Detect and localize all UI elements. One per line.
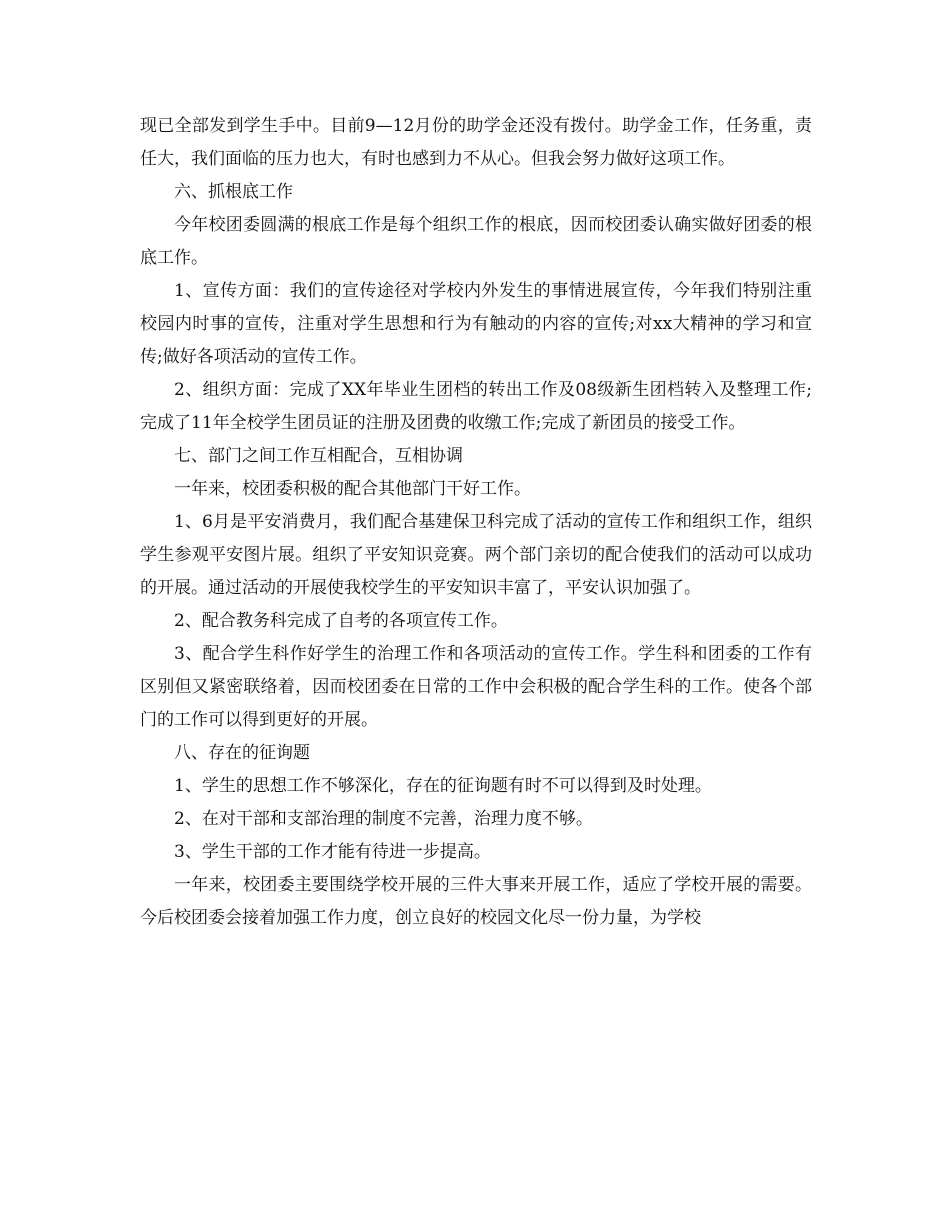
- paragraph-4: 2、组织方面：完成了XX年毕业生团档的转出工作及08级新生团档转入及整理工作;完成了11年全校学生团员证的注册及团费的收缴工作;完成了新团员的接受工作。: [140, 380, 812, 433]
- paragraph-1: 现已全部发到学生手中。目前9—12月份的助学金还没有拨付。助学金工作，任务重，责任大，我们面临的压力也大，有时也感到力不从心。但我会努力做好这项工作。: [140, 116, 812, 169]
- paragraph-8: 3、配合学生科作好学生的治理工作和各项活动的宣传工作。学生科和团委的工作有区别但又紧密联络着，因而校团委在日常的工作中会积极的配合学生科的工作。使各个部门的工作可以得到更好的开展。: [140, 644, 812, 730]
- section-heading-6: 六、抓根底工作: [174, 182, 293, 202]
- paragraph-10: 2、在对干部和支部治理的制度不完善，治理力度不够。: [174, 809, 593, 829]
- document-body: [140, 110, 812, 935]
- paragraph-9: 1、学生的思想工作不够深化，存在的征询题有时不可以得到及时处理。: [174, 776, 712, 796]
- section-heading-8: 八、存在的征询题: [174, 743, 310, 763]
- paragraph-6: 1、6月是平安消费月，我们配合基建保卫科完成了活动的宣传工作和组织工作，组织学生参观平安图片展。组织了平安知识竞赛。两个部门亲切的配合使我们的活动可以成功的开展。通过活动的开展使我校学生的平安知识丰富了，平安认识加强了。: [140, 512, 812, 598]
- paragraph-11: 3、学生干部的工作才能有待进一步提高。: [174, 842, 491, 862]
- section-heading-7: 七、部门之间工作互相配合，互相协调: [174, 446, 463, 466]
- paragraph-5: 一年来，校团委积极的配合其他部门干好工作。: [174, 479, 531, 499]
- paragraph-12: 一年来，校团委主要围绕学校开展的三件大事来开展工作，适应了学校开展的需要。今后校团委会接着加强工作力度，创立良好的校园文化尽一份力量，为学校: [140, 875, 812, 928]
- paragraph-7: 2、配合教务科完成了自考的各项宣传工作。: [174, 611, 508, 631]
- paragraph-3: 1、宣传方面：我们的宣传途径对学校内外发生的事情进展宣传，今年我们特别注重校园内时事的宣传，注重对学生思想和行为有触动的内容的宣传;对xx大精神的学习和宣传;做好各项活动的宣传工作。: [140, 281, 812, 367]
- paragraph-2: 今年校团委圆满的根底工作是每个组织工作的根底，因而校团委认确实做好团委的根底工作。: [140, 215, 812, 268]
